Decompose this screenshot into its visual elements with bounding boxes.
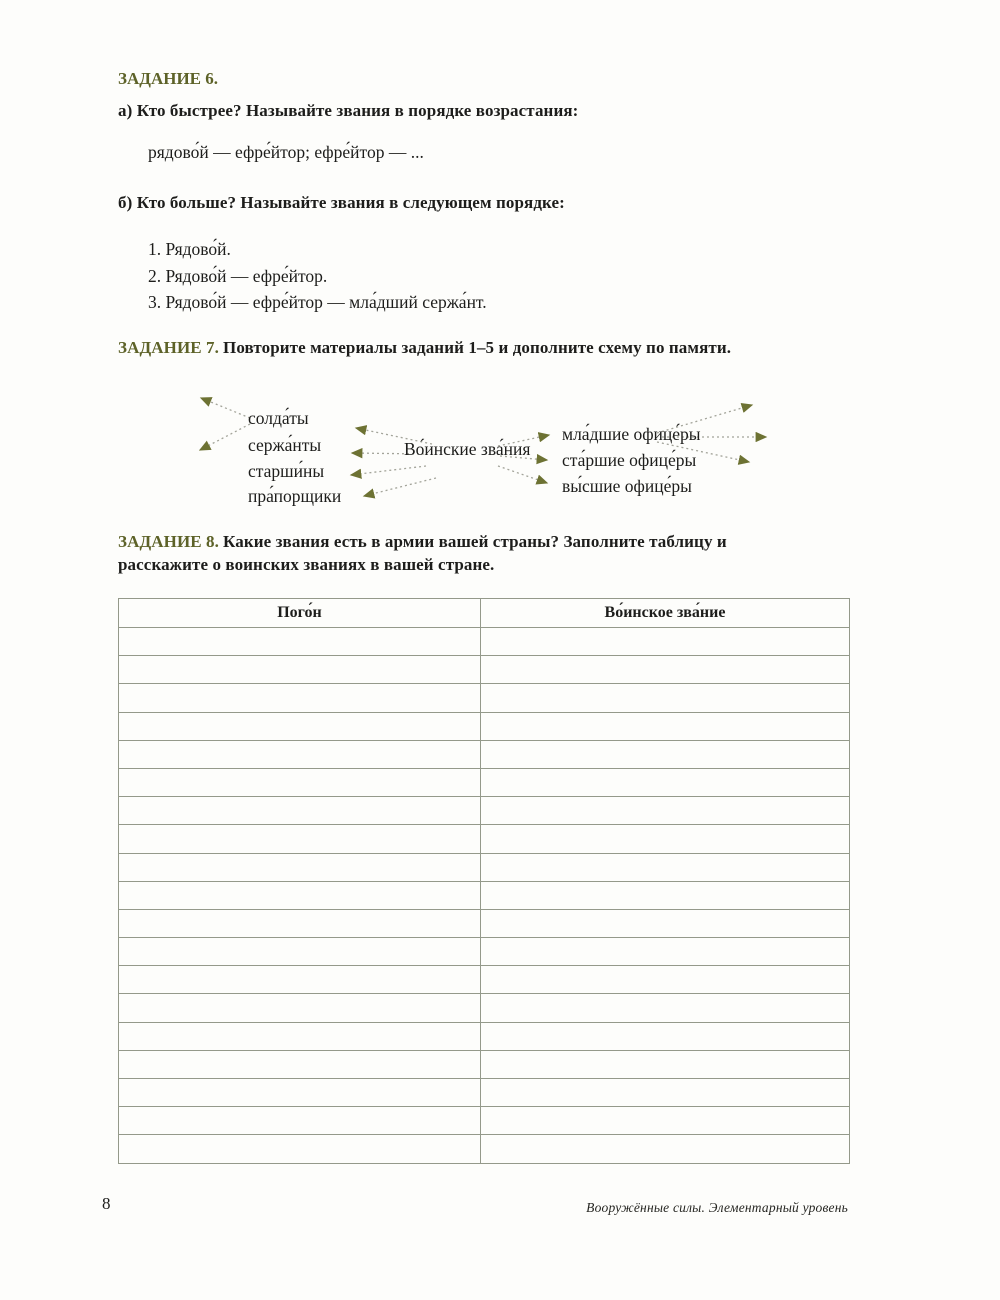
table-row — [119, 1022, 850, 1050]
arrow-line — [498, 466, 547, 483]
arrow-line — [351, 466, 426, 475]
table-header-row — [119, 599, 850, 628]
rank-cell — [481, 656, 850, 684]
table-row — [119, 628, 850, 656]
rank-cell — [481, 1022, 850, 1050]
table-row — [119, 1135, 850, 1163]
pogon-cell — [119, 1135, 481, 1163]
table-row — [119, 656, 850, 684]
table-row — [119, 740, 850, 768]
table-row — [119, 1079, 850, 1107]
list-item: 3. Рядово́й — ефре́йтор — мла́дший сержа́нт. — [148, 292, 487, 312]
scheme-item-junior-officers: мла́дшие офице́ры — [562, 424, 701, 444]
table-row — [119, 938, 850, 966]
pogon-cell — [119, 825, 481, 853]
scheme-item-highest-officers: вы́сшие офице́ры — [562, 476, 692, 496]
task6-list — [148, 236, 487, 316]
task7-heading: ЗАДАНИЕ 7. — [118, 338, 220, 357]
rank-cell — [481, 1135, 850, 1163]
task8-instruction — [118, 531, 820, 576]
rank-cell — [481, 994, 850, 1022]
table-row — [119, 1050, 850, 1078]
scheme-item-soldiers: солда́ты — [248, 408, 309, 428]
task8-text: Какие звания есть в армии вашей страны? Заполните таблицу и расскажите о воинских званиях в вашей стране. — [118, 532, 727, 574]
task7-instruction — [118, 338, 858, 358]
table-row — [119, 994, 850, 1022]
table-row — [119, 768, 850, 796]
task6-part-a: а) Кто быстрее? Называйте звания в порядке возрастания: — [118, 101, 579, 120]
table-row — [119, 825, 850, 853]
pogon-cell — [119, 628, 481, 656]
rank-column-header: Во́инское зва́ние — [481, 599, 850, 628]
rank-cell — [481, 1050, 850, 1078]
arrow-line — [201, 398, 250, 418]
pogon-column-header: Пого́н — [119, 599, 481, 628]
pogon-cell — [119, 853, 481, 881]
pogon-cell — [119, 1022, 481, 1050]
page-number: 8 — [102, 1194, 111, 1213]
scheme-center-node: Во́инские зва́ния — [404, 439, 531, 459]
table-row — [119, 1107, 850, 1135]
table-row — [119, 909, 850, 937]
list-item: 1. Рядово́й. — [148, 239, 231, 259]
arrow-line — [364, 478, 436, 496]
arrow-line — [200, 424, 250, 450]
table-row — [119, 881, 850, 909]
pogon-cell — [119, 994, 481, 1022]
rank-cell — [481, 938, 850, 966]
task7-text: Повторите материалы заданий 1–5 и дополните схему по памяти. — [223, 338, 732, 357]
task6-part-b: б) Кто больше? Называйте звания в следующем порядке: — [118, 193, 565, 212]
rank-cell — [481, 853, 850, 881]
pogon-cell — [119, 684, 481, 712]
rank-cell — [481, 740, 850, 768]
pogon-cell — [119, 938, 481, 966]
table-row — [119, 797, 850, 825]
rank-cell — [481, 797, 850, 825]
scheme-item-starshiny: старши́ны — [248, 461, 325, 481]
task8-heading: ЗАДАНИЕ 8. — [118, 532, 220, 551]
task6-heading: ЗАДАНИЕ 6. — [118, 69, 219, 88]
table-row — [119, 853, 850, 881]
table-row — [119, 966, 850, 994]
pogon-cell — [119, 1050, 481, 1078]
table-row — [119, 712, 850, 740]
pogon-cell — [119, 768, 481, 796]
rank-cell — [481, 909, 850, 937]
pogon-cell — [119, 1079, 481, 1107]
pogon-cell — [119, 1107, 481, 1135]
rank-cell — [481, 1107, 850, 1135]
ranks-table — [118, 598, 850, 1164]
pogon-cell — [119, 712, 481, 740]
rank-table-body — [119, 628, 850, 1164]
pogon-cell — [119, 909, 481, 937]
table-row — [119, 684, 850, 712]
scheme-item-senior-officers: ста́ршие офице́ры — [562, 450, 697, 470]
rank-cell — [481, 628, 850, 656]
rank-cell — [481, 768, 850, 796]
rank-cell — [481, 966, 850, 994]
pogon-cell — [119, 966, 481, 994]
pogon-cell — [119, 881, 481, 909]
pogon-cell — [119, 656, 481, 684]
list-item: 2. Рядово́й — ефре́йтор. — [148, 265, 328, 286]
rank-cell — [481, 825, 850, 853]
rank-cell — [481, 712, 850, 740]
rank-cell — [481, 881, 850, 909]
rank-cell — [481, 684, 850, 712]
scheme-item-praporshchiki: пра́порщики — [248, 486, 342, 506]
pogon-cell — [119, 797, 481, 825]
task6-example: рядово́й — ефре́йтор; ефре́йтор — ... — [148, 142, 424, 162]
scheme-item-sergeants: сержа́нты — [248, 435, 322, 455]
rank-cell — [481, 1079, 850, 1107]
book-title-footer: Вооружённые силы. Элементарный уровень — [586, 1200, 848, 1215]
pogon-cell — [119, 740, 481, 768]
